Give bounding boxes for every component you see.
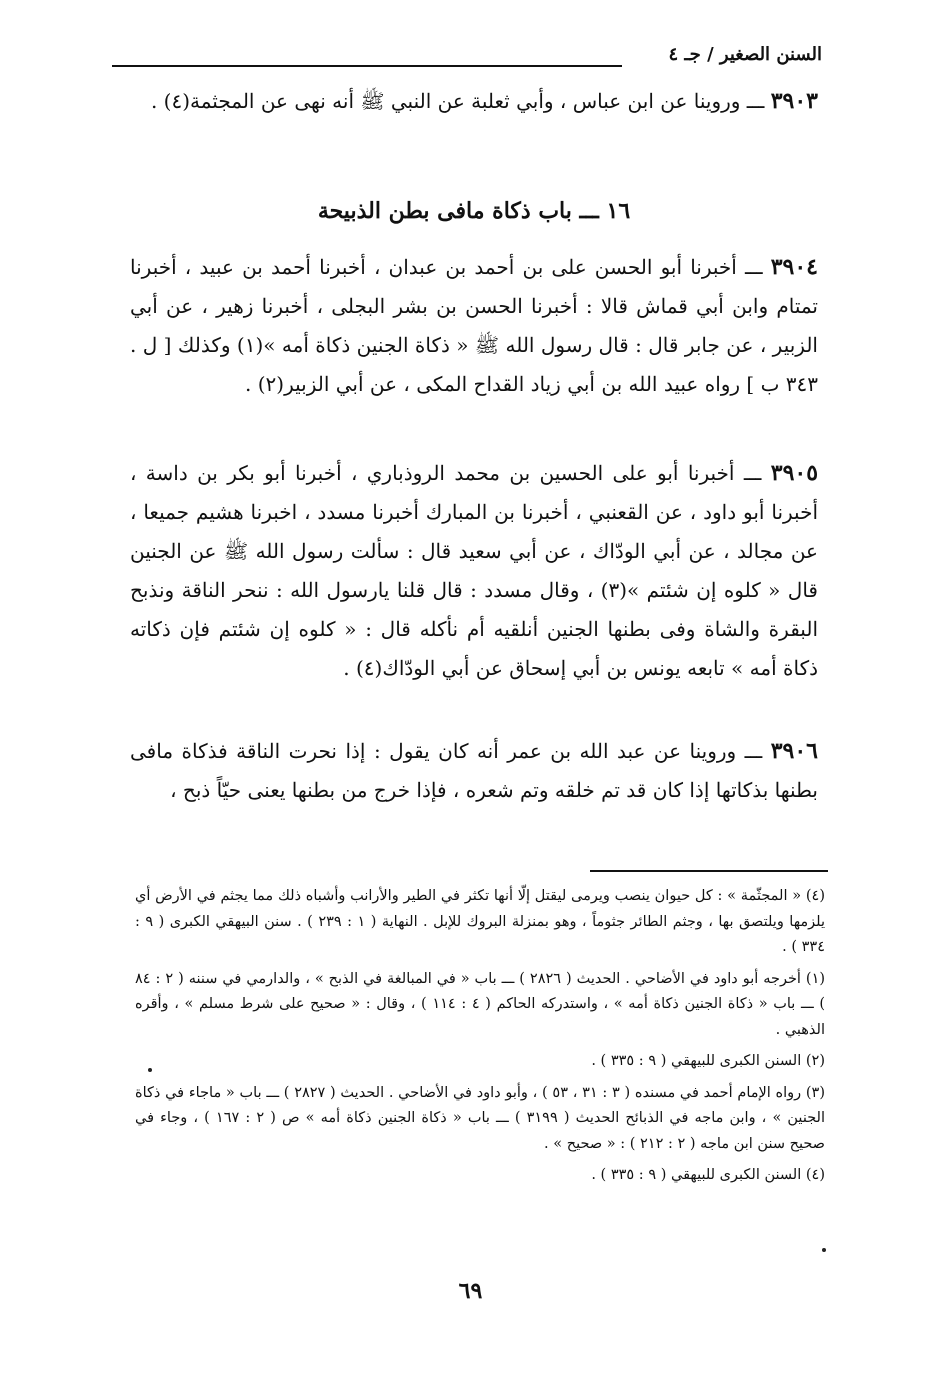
chapter-heading: ١٦ ـــ باب ذكاة مافى بطن الذبيحة xyxy=(317,198,631,224)
footnote: (١) أخرجه أبو داود في الأضاحي . الحديث ( ٢٨٢٦ ) ـــ باب « في المبالغة في الذبح » ، والدارمي في سننه ( ٢ : ٨٤ ) ـــ باب « ذكاة الجنين ذكاة أمه » ، واستدركه الحاكم ( ٤ : ١١٤ ) ، وقال : « صحيح على شرط مسلم » ، وأقره الذهبي . xyxy=(135,970,826,1038)
hadith-text: ـــ وروينا عن عبد الله بن عمر أنه كان يقول : إذا نحرت الناقة فذكاة مافى بطنها بذكاتها إذا كان قد تم خلقه وتم شعره ، فإذا خرج من بطنها يعنى حيّاً ذبح ، xyxy=(130,739,818,802)
hadith-entry xyxy=(130,454,818,688)
hadith-number: ٣٩٠٤ xyxy=(770,254,818,280)
footnotes xyxy=(135,884,825,1195)
running-header-title: السنن الصغير / جـ ٤ xyxy=(668,44,822,65)
hadith-text: ـــ وروينا عن ابن عباس ، وأبي ثعلبة عن النبي ﷺ أنه نهى عن المجثمة(٤) . xyxy=(150,89,765,113)
hadith-number: ٣٩٠٥ xyxy=(770,460,819,486)
scan-speck xyxy=(822,1248,826,1252)
footnote: (٤) « المجثّمة » : كل حيوان ينصب ويرمى ليقتل إلّا أنها تكثر في الطير والأرانب وأشباه ذلك مما يجثم في الأرض أي يلزمها ويلتصق بها ، وجثم الطائر جثوماً ، وهو بمنزلة البروك للإبل . النهاية ( ١ : ٢٣٩ ) . سنن البيهقي الكبرى ( ٩ : ٣٣٤ ) . xyxy=(135,888,826,955)
hadith-number: ٣٩٠٣ xyxy=(770,88,818,114)
footnote: (٢) السنن الكبرى للبيهقي ( ٩ : ٣٣٥ ) . xyxy=(591,1053,825,1069)
scan-speck xyxy=(148,1068,152,1072)
hadith-text: ـــ أخبرنا أبو على الحسين بن محمد الروذباري ، أخبرنا أبو بكر بن داسة ، أخبرنا أبو داود ، عن القعنبي ، أخبرنا بن المبارك أخبرنا مسدد ، اخبرنا هشيم جميعا ، عن مجالد ، عن أبي الودّاك ، عن أبي سعيد قال : سألت رسول الله ﷺ عن الجنين قال « كلوه إن شئتم »(٣) ، وقال مسدد : قال قلنا يارسول الله : ننحر الناقة ونذبح البقرة والشاة وفى بطنها الجنين أنلقيه أم نأكله قال : « كلوه إن شئتم فإن ذكاته ذكاة أمه » تابعه يونس بن أبي إسحاق عن أبي الودّاك(٤) . xyxy=(130,461,818,680)
footnote: (٤) السنن الكبرى للبيهقي ( ٩ : ٣٣٥ ) . xyxy=(591,1167,825,1183)
header-rule xyxy=(112,65,622,67)
hadith-entry xyxy=(130,732,818,810)
footnote: (٣) رواه الإمام أحمد في مسنده ( ٣ : ٣١ ، ٥٣ ) ، وأبو داود في الأضاحي . الحديث ( ٢٨٢٧ ) ـــ باب « ماجاء في ذكاة الجنين » ، وابن ماجه في الذبائح الحديث ( ٣١٩٩ ) ـــ باب « ذكاة الجنين ذكاة أمه » ص ( ٢ : ١٦٧ ) ، وجاء في صحيح سنن ابن ماجه ( ٢ : ٢١٢ ) : « صحيح » . xyxy=(135,1084,826,1152)
running-header xyxy=(112,44,822,74)
hadith-entry xyxy=(130,82,818,121)
hadith-text: ـــ أخبرنا أبو الحسن على بن أحمد بن عبدان ، أخبرنا أحمد بن عبيد ، أخبرنا تمتام وابن أبي قماش قالا : أخبرنا الحسن بن بشر البجلى ، أخبرنا زهير ، عن أبي الزبير ، عن جابر قال : قال رسول الله ﷺ « ذكاة الجنين ذكاة أمه »(١) وكذلك [ ل . ٣٤٣ ب ] رواه عبيد الله بن أبي زياد القداح المكى ، عن أبي الزبير(٢) . xyxy=(130,255,818,396)
page-number: ٦٩ xyxy=(458,1278,483,1304)
hadith-entry xyxy=(130,248,818,404)
hadith-number: ٣٩٠٦ xyxy=(770,738,818,764)
footnote-divider xyxy=(590,870,828,872)
